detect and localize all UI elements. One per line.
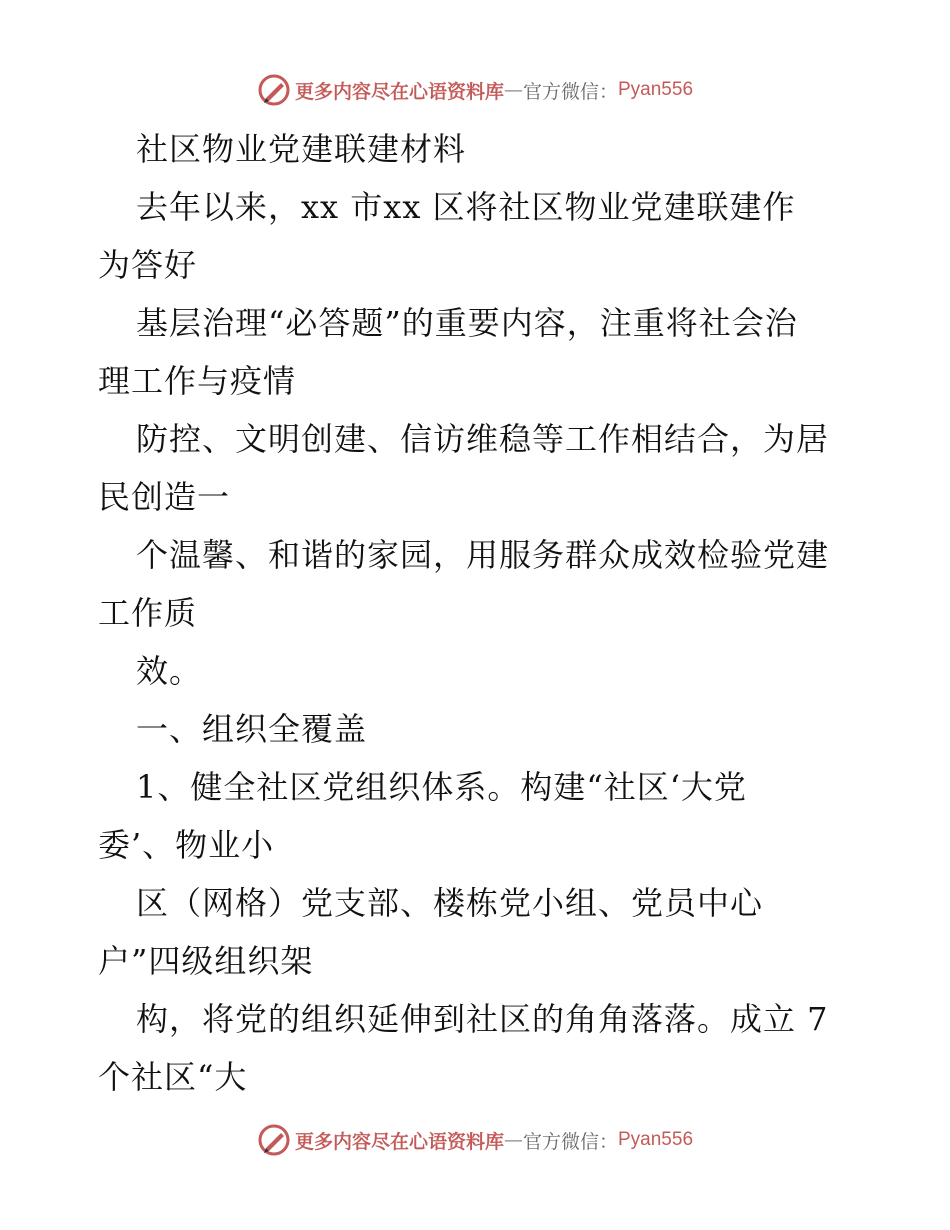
paragraph-line: 1、健全社区党组织体系。构建“社区‘大党 [136,768,747,806]
banner-main-text: 更多内容尽在心语资料库 [294,80,504,103]
paragraph-line: 个社区“大 [98,1058,248,1096]
banner-wechat-label: 官方微信： [522,80,618,103]
paragraph-line: 民创造一 [98,478,231,516]
paragraph-line: 去年以来，xx 市xx 区将社区物业党建联建作 [136,188,796,226]
pen-logo-icon [257,73,291,107]
banner-separator: — [503,1129,523,1151]
paragraph-line: 效。 [136,652,203,690]
paragraph-line: 工作质 [98,594,198,632]
paragraph-line: 个温馨、和谐的家园，用服务群众成效检验党建 [136,536,830,574]
header-watermark-banner [0,70,950,110]
paragraph-line: 委’、物业小 [98,826,275,864]
paragraph-line: 构，将党的组织延伸到社区的角角落落。成立 7 [136,1000,829,1038]
paragraph-line: 区（网格）党支部、楼栋党小组、党员中心 [136,884,764,922]
banner-wechat-id: Pyan556 [618,79,694,100]
paragraph-line: 为答好 [98,246,198,284]
paragraph-line: 基层治理“必答题”的重要内容，注重将社会治 [136,304,798,342]
banner-wechat-id: Pyan556 [618,1129,694,1150]
section-heading: 一、组织全覆盖 [136,710,368,748]
document-title: 社区物业党建联建材料 [136,130,467,168]
document-body [98,120,858,1106]
paragraph-line: 理工作与疫情 [98,362,297,400]
banner-separator: — [503,79,523,101]
pen-logo-icon [257,1123,291,1157]
paragraph-line: 防控、文明创建、信访维稳等工作相结合，为居 [136,420,830,458]
banner-main-text: 更多内容尽在心语资料库 [294,1130,504,1153]
banner-wechat-label: 官方微信： [522,1130,618,1153]
footer-watermark-banner [0,1120,950,1160]
paragraph-line: 户”四级组织架 [98,942,314,980]
